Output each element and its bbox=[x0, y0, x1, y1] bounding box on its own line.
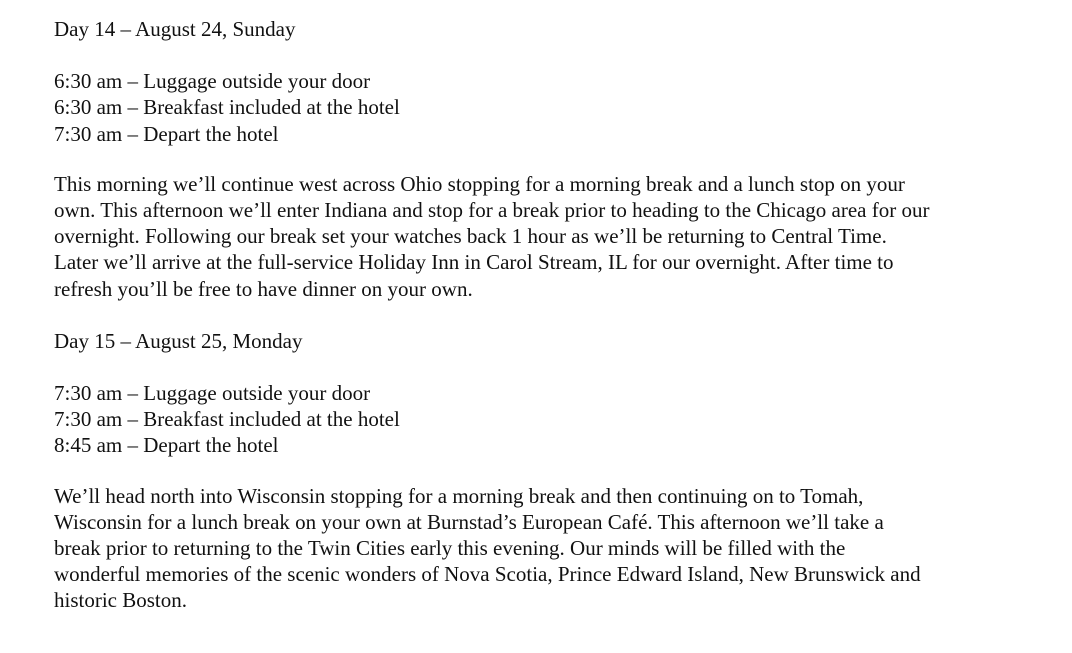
paragraph-line: Wisconsin for a lunch break on your own at Burnstad’s European Café. This afternoon we’ll take a bbox=[54, 509, 884, 534]
schedule-item: 6:30 am – Breakfast included at the hotel bbox=[54, 95, 400, 120]
paragraph-line: own. This afternoon we’ll enter Indiana and stop for a break prior to heading to the Chicago area for our bbox=[54, 198, 930, 223]
paragraph-line: wonderful memories of the scenic wonders of Nova Scotia, Prince Edward Island, New Brunswick and bbox=[54, 562, 921, 587]
paragraph-line: historic Boston. bbox=[54, 588, 188, 613]
schedule-item: 7:30 am – Depart the hotel bbox=[54, 121, 279, 146]
day-15-section bbox=[54, 328, 1052, 614]
schedule-item: 8:45 am – Depart the hotel bbox=[54, 433, 279, 458]
schedule-item: 7:30 am – Breakfast included at the hotel bbox=[54, 407, 400, 432]
day-14-section bbox=[54, 16, 1052, 302]
schedule-item: 7:30 am – Luggage outside your door bbox=[54, 381, 371, 406]
paragraph-line: refresh you’ll be free to have dinner on your own. bbox=[54, 276, 473, 301]
schedule-list bbox=[54, 68, 1052, 147]
schedule-item: 6:30 am – Luggage outside your door bbox=[54, 69, 371, 94]
day-description bbox=[54, 483, 1052, 614]
paragraph-line: break prior to returning to the Twin Cities early this evening. Our minds will be filled with the bbox=[54, 536, 846, 561]
paragraph-line: overnight. Following our break set your watches back 1 hour as we’ll be returning to Central Time. bbox=[54, 224, 887, 249]
paragraph-line: This morning we’ll continue west across Ohio stopping for a morning break and a lunch stop on your bbox=[54, 171, 905, 196]
paragraph-line: Later we’ll arrive at the full-service Holiday Inn in Carol Stream, IL for our overnight. After time to bbox=[54, 250, 894, 275]
day-description bbox=[54, 171, 1052, 302]
day-heading: Day 15 – August 25, Monday bbox=[54, 328, 303, 353]
schedule-list bbox=[54, 380, 1052, 459]
day-heading: Day 14 – August 24, Sunday bbox=[54, 17, 296, 41]
paragraph-line: We’ll head north into Wisconsin stopping for a morning break and then continuing on to Tomah, bbox=[54, 483, 864, 508]
